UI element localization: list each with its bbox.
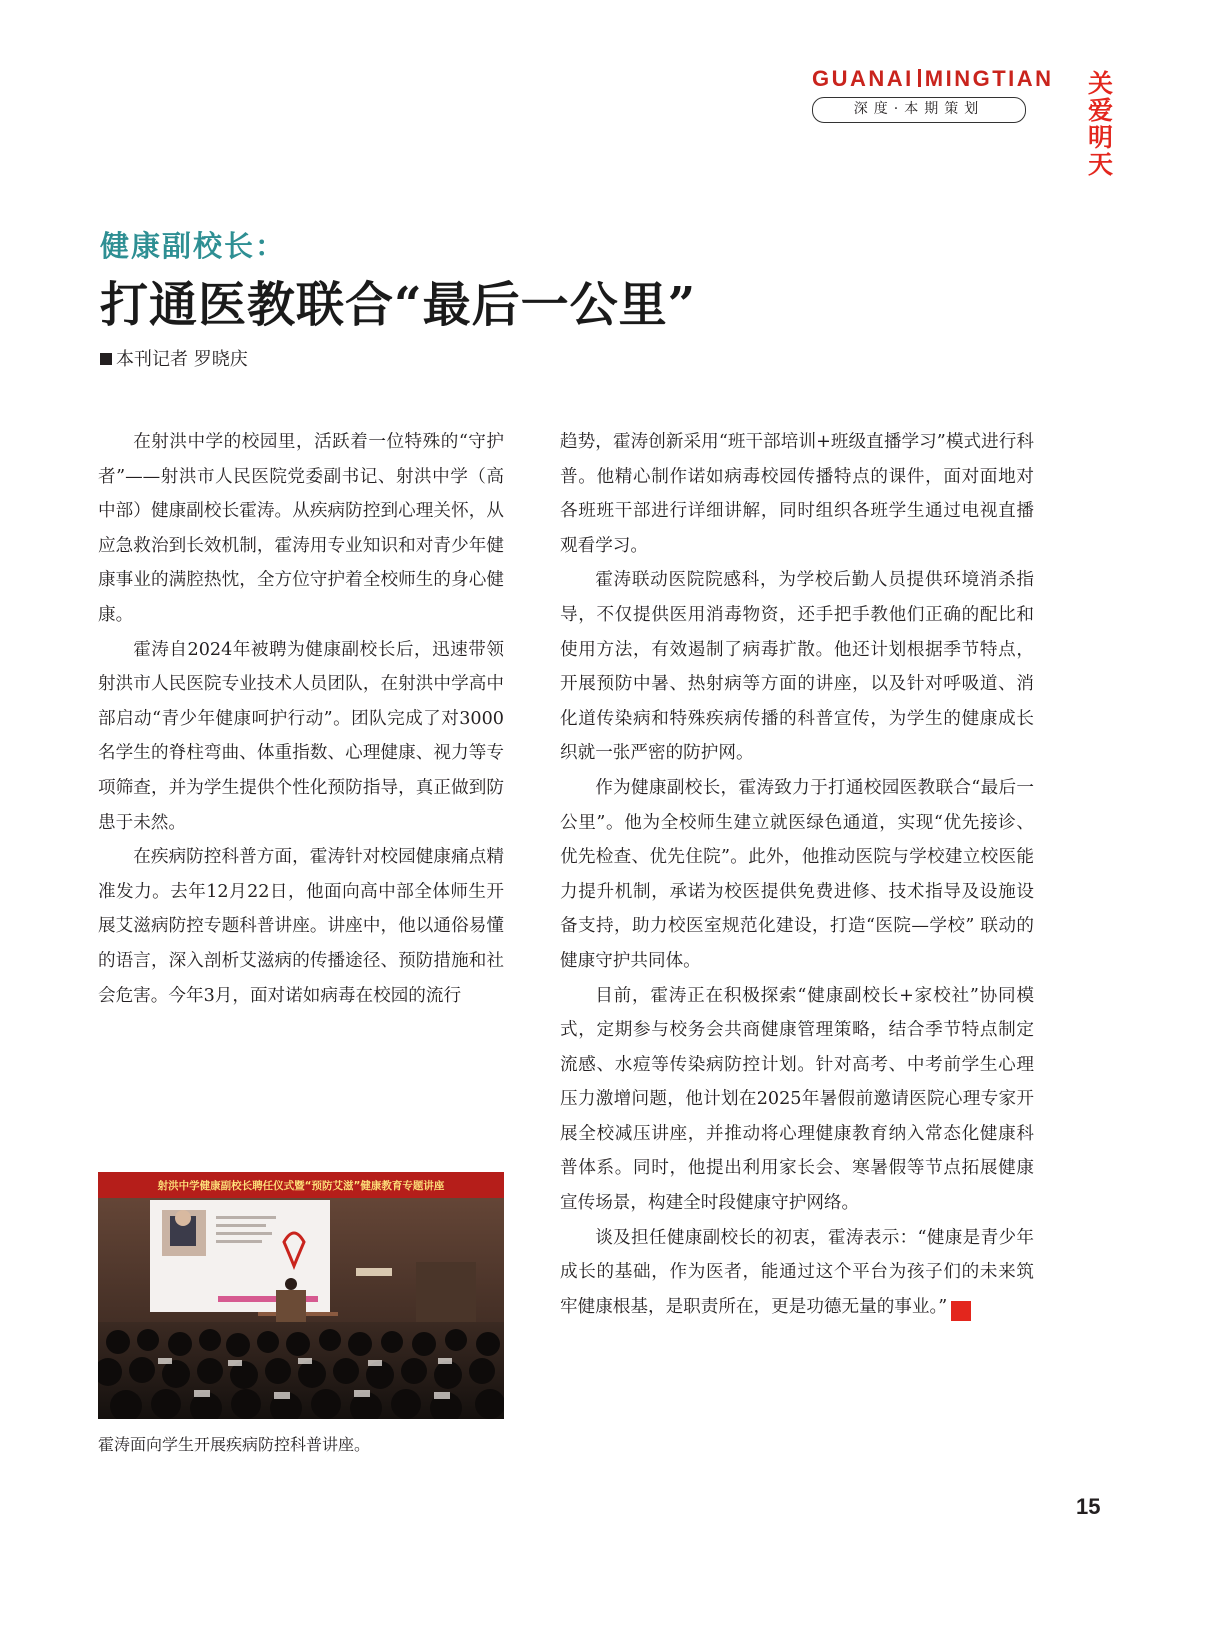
paragraph: 趋势，霍涛创新采用“班干部培训+班级直播学习”模式进行科普。他精心制作诺如病毒校园传播特点的课件，面对面地对各班班干部进行详细讲解，同时组织各班学生通过电视直播观看学习。	[560, 432, 1034, 556]
paragraph-final	[560, 1221, 1034, 1325]
end-mark-icon: 关	[951, 1301, 971, 1321]
paragraph: 霍涛自2024年被聘为健康副校长后，迅速带领射洪市人民医院专业技术人员团队，在射洪中学高中部启动“青少年健康呵护行动”。团队完成了对3000名学生的脊柱弯曲、体重指数、心理健康、视力等专项筛查，并为学生提供个性化预防指导，真正做到防患于未然。	[98, 639, 504, 833]
column-label: 深度·本期策划	[812, 97, 1026, 123]
brand-left-text: GUANAI	[812, 66, 914, 91]
byline-text: 本刊记者 罗晓庆	[116, 349, 248, 370]
brand-separator	[918, 69, 921, 87]
article-title: 打通医教联合“最后一公里”	[100, 277, 697, 333]
page-number: 15	[1076, 1494, 1101, 1519]
byline	[100, 345, 248, 371]
paragraph: 作为健康副校长，霍涛致力于打通校园医教联合“最后一公里”。他为全校师生建立就医绿色通道，实现“优先接诊、优先检查、优先住院”。此外，他推动医院与学校建立校医能力提升机制，承诺为校医提供免费进修、技术指导及设施设备支持，助力校医室规范化建设，打造“医院—学校” 联动的健康守护共同体。	[560, 777, 1034, 971]
article-subtitle: 健康副校长：	[100, 229, 287, 263]
paragraph: 霍涛联动医院院感科，为学校后勤人员提供环境消杀指导，不仅提供医用消毒物资，还手把手教他们正确的配比和使用方法，有效遏制了病毒扩散。他还计划根据季节特点，开展预防中暑、热射病等方面的讲座，以及针对呼吸道、消化道传染病和特殊疾病传播的科普宣传，为学生的健康成长织就一张严密的防护网。	[560, 570, 1034, 764]
masthead-brand	[812, 66, 1072, 92]
left-column	[98, 425, 504, 1013]
paragraph: 在疾病防控科普方面，霍涛针对校园健康痛点精准发力。去年12月22日，他面向高中部全体师生开展艾滋病防控专题科普讲座。讲座中，他以通俗易懂的语言，深入剖析艾滋病的传播途径、预防措施和社会危害。今年3月，面对诺如病毒在校园的流行	[98, 847, 504, 1006]
logo-line-2: 明天	[1088, 123, 1115, 179]
logo-line-1: 关爱	[1088, 69, 1115, 125]
lecture-photo	[98, 1172, 504, 1419]
masthead	[812, 66, 1072, 123]
photo-caption: 霍涛面向学生开展疾病防控科普讲座。	[98, 1435, 371, 1454]
paragraph-final-text: 谈及担任健康副校长的初衷，霍涛表示：“健康是青少年成长的基础，作为医者，能通过这个平台为孩子们的未来筑牢健康根基，是职责所在，更是功德无量的事业。”	[560, 1227, 1034, 1317]
paragraph: 在射洪中学的校园里，活跃着一位特殊的“守护者”——射洪市人民医院党委副书记、射洪中学（高中部）健康副校长霍涛。从疾病防控到心理关怀，从应急救治到长效机制，霍涛用专业知识和对青少年健康事业的满腔热忱，全方位守护着全校师生的身心健康。	[98, 432, 504, 625]
lecture-photo-illustration	[98, 1172, 504, 1419]
paragraph: 目前，霍涛正在积极探索“健康副校长+家校社”协同模式，定期参与校务会共商健康管理策略，结合季节特点制定流感、水痘等传染病防控计划。针对高考、中考前学生心理压力激增问题，他计划在2025年暑假前邀请医院心理专家开展全校减压讲座，并推动将心理健康教育纳入常态化健康科普体系。同时，他提出利用家长会、寒暑假等节点拓展健康宣传场景，构建全时段健康守护网络。	[560, 985, 1034, 1214]
photo-banner-text: 射洪中学健康副校长聘任仪式暨“预防艾滋”健康教育专题讲座	[157, 1180, 445, 1192]
right-column	[560, 425, 1034, 1324]
magazine-logo	[1088, 70, 1138, 178]
brand-right-text: MINGTIAN	[924, 66, 1054, 91]
byline-bullet-icon	[100, 353, 112, 365]
